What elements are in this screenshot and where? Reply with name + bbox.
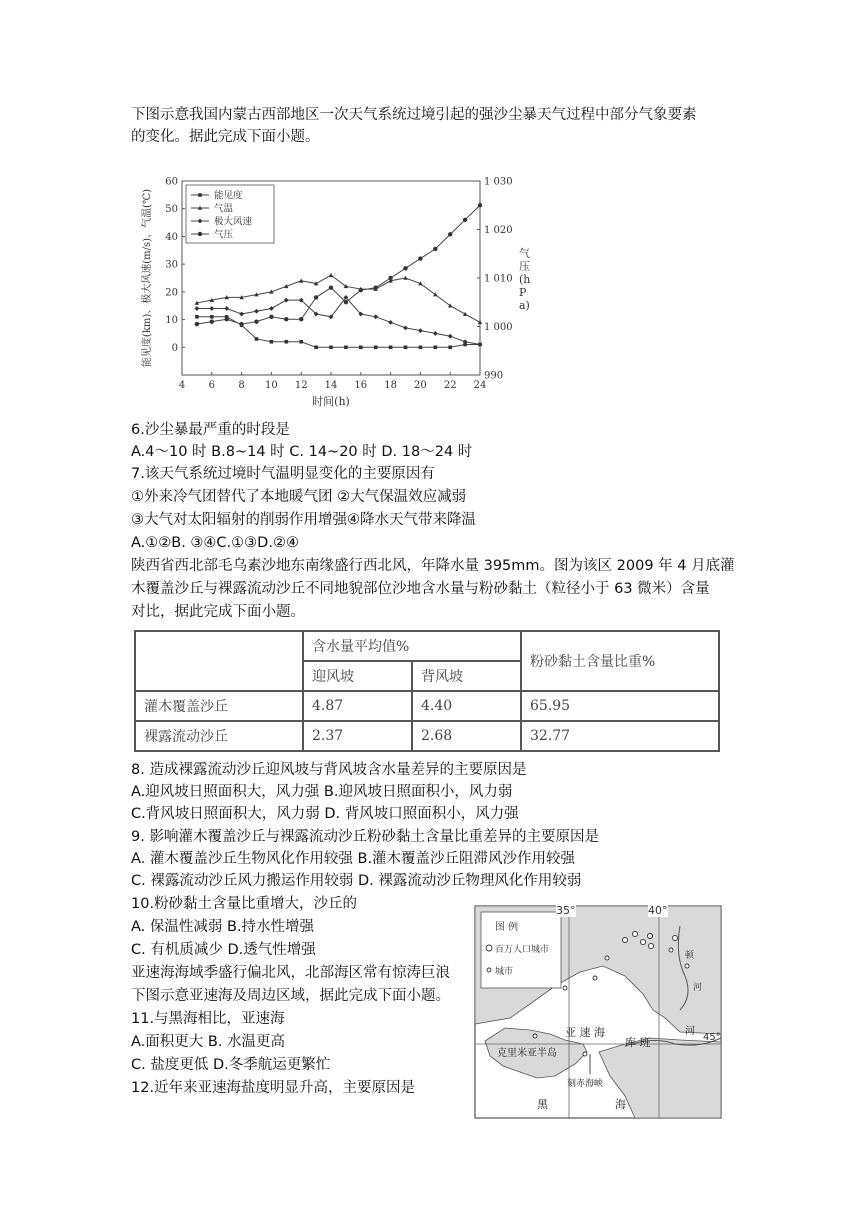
- chart-x-tick-label: 24: [473, 380, 487, 391]
- q7-stem: 7.该天气系统过境时气温明显变化的主要原因有: [131, 466, 435, 482]
- chart-x-tick-label: 18: [384, 380, 397, 391]
- chart-data-point: [329, 286, 333, 290]
- chart-data-point: [403, 276, 407, 280]
- chart-series-line: [197, 317, 480, 347]
- q7-item-2: ③大气对太阳辐射的削弱作用增强④降水天气带来降温: [131, 512, 476, 528]
- map-city-marker: [583, 1052, 587, 1056]
- map-kuban-label: 库 班: [625, 1036, 651, 1049]
- chart-data-point: [269, 306, 274, 311]
- chart-data-point: [388, 276, 392, 280]
- chart-data-point: [314, 345, 318, 349]
- map-lat-label: 45°: [703, 1032, 721, 1043]
- chart-data-point: [434, 345, 438, 349]
- chart-data-point: [463, 312, 467, 316]
- table-cell-silt: 65.95: [521, 691, 719, 721]
- q6-stem: 6.沙尘暴最严重的时段是: [131, 422, 290, 438]
- chart-data-point: [418, 328, 423, 333]
- chart-data-point: [299, 278, 303, 282]
- table-row: [135, 721, 719, 751]
- map-kuban-river-label: 河: [685, 1026, 695, 1037]
- map-city-marker: [648, 943, 653, 948]
- chart-data-point: [299, 340, 303, 344]
- chart-legend-label: 极大风速: [214, 216, 253, 228]
- chart-y-right-tick-label: 1 030: [484, 176, 513, 188]
- chart-data-point: [374, 286, 378, 290]
- chart-data-point: [210, 315, 214, 319]
- chart-data-point: [195, 315, 199, 319]
- chart-x-tick-label: 6: [208, 380, 215, 391]
- dune-data-table: [134, 630, 720, 752]
- weather-chart: [130, 165, 513, 410]
- map-black-sea-label-1: 黑: [537, 1098, 548, 1111]
- chart-data-point: [224, 306, 229, 311]
- q9-stem: 9. 影响灌木覆盖沙丘与裸露流动沙丘粉砂黏土含量比重差异的主要原因是: [131, 829, 599, 845]
- chart-y-right-tick-label: 1 010: [484, 273, 513, 285]
- table-cell-silt: 32.77: [521, 721, 719, 751]
- chart-data-point: [448, 232, 452, 236]
- table-row: [135, 691, 719, 721]
- table-cell-windward: 2.37: [303, 721, 412, 751]
- q7-item-1: ①外来冷气团替代了本地暖气团 ②大气保温效应减弱: [131, 489, 467, 505]
- intro-paragraph-2-line-1: 陕西省西北部毛乌素沙地东南缘盛行西北风，年降水量 395mm。图为该区 2009 年 4 月底灌: [131, 558, 735, 574]
- map-crimea-label: 克里米亚半岛: [497, 1048, 557, 1059]
- chart-x-tick-label: 4: [178, 380, 186, 391]
- q11-stem: 11.与黑海相比，亚速海: [131, 1011, 285, 1027]
- chart-data-point: [239, 322, 243, 326]
- azov-sea-map: [475, 906, 721, 1118]
- chart-data-point: [285, 340, 289, 344]
- chart-data-point: [418, 256, 422, 260]
- table-cell-windward: 4.87: [303, 691, 412, 721]
- q9-options-line-1: A. 灌木覆盖沙丘生物风化作用较强 B.灌木覆盖沙丘阻滞风沙作用较强: [131, 851, 576, 867]
- map-city-marker: [685, 964, 689, 968]
- table-cell-leeward: 4.40: [412, 691, 521, 721]
- chart-y-left-tick-label: 50: [165, 204, 178, 216]
- chart-data-point: [433, 331, 438, 336]
- chart-data-point: [344, 345, 348, 349]
- chart-y-left-tick-label: 10: [165, 315, 178, 327]
- map-legend-city: 城市: [495, 967, 514, 977]
- chart-data-point: [448, 345, 452, 349]
- table-cell-name: 灌木覆盖沙丘: [135, 691, 303, 721]
- table-cell-leeward: 2.68: [412, 721, 521, 751]
- table-header-windward: 迎风坡: [303, 661, 412, 691]
- chart-legend-marker: [198, 193, 202, 197]
- chart-x-tick-label: 10: [265, 380, 278, 391]
- chart-data-point: [403, 266, 407, 270]
- chart-x-tick-label: 14: [324, 380, 338, 391]
- map-city-marker: [632, 931, 637, 936]
- chart-y-left-tick-label: 40: [165, 231, 178, 243]
- map-city-marker: [622, 937, 627, 942]
- chart-y-left-tick-label: 60: [165, 176, 178, 188]
- chart-data-point: [329, 345, 333, 349]
- intro-paragraph-1-line-2: 的变化。据此完成下面小题。: [131, 129, 320, 145]
- chart-left-axis-label: 能见度(km)、极大风速(m/s)、气温(℃): [142, 188, 153, 368]
- chart-data-point: [210, 319, 214, 323]
- chart-data-point: [404, 345, 408, 349]
- map-strait-label: 刻赤海峡: [567, 1079, 604, 1089]
- chart-data-point: [478, 320, 482, 324]
- map-city-marker: [533, 1034, 537, 1038]
- map-sea-name: 亚 速 海: [565, 1026, 605, 1039]
- q11-options-line-1: A.面积更大 B. 水温更高: [131, 1034, 286, 1050]
- intro-paragraph-1-line-1: 下图示意我国内蒙古西部地区一次天气系统过境引起的强沙尘暴天气过程中部分气象要素: [131, 107, 697, 123]
- map-don-label-2: 河: [693, 983, 703, 993]
- chart-data-point: [448, 334, 453, 339]
- chart-x-tick-label: 16: [354, 380, 368, 391]
- chart-data-point: [373, 314, 378, 319]
- map-don-label-1: 顿: [685, 951, 695, 961]
- table-cell-name: 裸露流动沙丘: [135, 721, 303, 751]
- chart-data-point: [419, 345, 423, 349]
- chart-x-tick-label: 12: [294, 380, 308, 391]
- map-city-marker: [647, 933, 652, 938]
- chart-data-point: [255, 337, 259, 341]
- map-black-sea-label-2: 海: [615, 1098, 626, 1111]
- chart-y-left-tick-label: 20: [165, 287, 178, 299]
- map-legend-big-city: 百万人口城市: [495, 945, 550, 955]
- chart-series-line: [197, 297, 480, 344]
- q10-options-line-1: A. 保温性减弱 B.持水性增强: [131, 919, 315, 935]
- q11-options-line-2: C. 盐度更低 D.冬季航运更繁忙: [131, 1057, 331, 1073]
- chart-data-point: [269, 315, 273, 319]
- chart-data-point: [403, 325, 408, 330]
- chart-x-tick-label: 22: [443, 380, 457, 391]
- chart-data-point: [239, 312, 244, 317]
- chart-data-point: [195, 306, 200, 311]
- chart-right-axis-label-vertical: 气压(hPa): [519, 247, 531, 312]
- q8-options-line-2: C.背风坡日照面积大，风力弱 D. 背风坡口照面积小，风力强: [131, 806, 519, 822]
- q7-options: A.①②B. ③④C.①③D.②④: [131, 535, 299, 551]
- chart-data-point: [359, 345, 363, 349]
- chart-data-point: [195, 322, 199, 326]
- map-city-marker: [672, 935, 677, 940]
- map-city-marker: [593, 976, 597, 980]
- map-legend-title: 图 例: [495, 922, 519, 933]
- chart-data-point: [270, 340, 274, 344]
- q8-options-line-1: A.迎风坡日照面积大，风力强 B.迎风坡日照面积小，风力弱: [131, 784, 513, 800]
- chart-x-tick-label: 20: [414, 380, 427, 391]
- intro-paragraph-2-line-3: 对比，据此完成下面小题。: [131, 604, 305, 620]
- chart-data-point: [284, 298, 289, 303]
- table-header-water: 含水量平均值%: [303, 631, 521, 661]
- chart-data-point: [225, 317, 229, 321]
- chart-data-point: [388, 320, 393, 325]
- table-corner-cell: [135, 631, 303, 691]
- map-city-marker: [563, 986, 567, 990]
- intro-paragraph-3-line-1: 亚速海海域季盛行偏北风，北部海区常有惊涛巨浪: [131, 965, 450, 981]
- map-lon-label-40: 40°: [648, 904, 668, 917]
- chart-y-right-tick-label: 1 020: [484, 225, 513, 236]
- q10-options-line-2: C. 有机质减少 D.透气性增强: [131, 942, 316, 958]
- chart-data-point: [344, 300, 348, 304]
- chart-x-tick-label: 8: [238, 380, 245, 391]
- chart-data-point: [299, 317, 303, 321]
- q9-options-line-2: C. 裸露流动沙丘风力搬运作用较弱 D. 裸露流动沙丘物理风化作用较弱: [131, 873, 582, 889]
- chart-data-point: [209, 306, 214, 311]
- chart-data-point: [374, 345, 378, 349]
- chart-data-point: [329, 273, 333, 277]
- chart-data-point: [389, 345, 393, 349]
- chart-y-left-tick-label: 0: [171, 342, 178, 354]
- map-lon-label-35: 35°: [556, 904, 576, 917]
- chart-y-right-tick-label: 1 000: [484, 322, 513, 333]
- chart-legend-marker: [198, 232, 202, 236]
- map-city-marker: [669, 948, 673, 952]
- chart-legend-label: 能见度: [214, 190, 243, 202]
- chart-legend-label: 气温: [214, 203, 234, 215]
- chart-data-point: [463, 218, 467, 222]
- chart-data-point: [478, 203, 482, 207]
- chart-data-point: [254, 309, 259, 314]
- chart-y-left-tick-label: 30: [165, 259, 178, 271]
- map-city-marker: [640, 939, 645, 944]
- chart-series-line: [197, 275, 480, 322]
- chart-legend: [186, 185, 274, 243]
- intro-paragraph-3-line-2: 下图示意亚速海及周边区域，据此完成下面小题。: [131, 988, 450, 1004]
- chart-data-point: [254, 319, 258, 323]
- q12-stem: 12.近年来亚速海盐度明显升高，主要原因是: [131, 1080, 416, 1096]
- chart-data-point: [284, 317, 288, 321]
- chart-data-point: [359, 288, 363, 292]
- intro-paragraph-2-line-2: 木覆盖沙丘与裸露流动沙丘不同地貌部位沙地含水量与粉砂黏土（粒径小于 63 微米）含量: [131, 581, 710, 597]
- table-header-silt: 粉砂黏土含量比重%: [521, 631, 719, 691]
- table-header-leeward: 背风坡: [412, 661, 521, 691]
- chart-legend-label: 气压: [214, 229, 234, 241]
- chart-data-point: [433, 247, 437, 251]
- q8-stem: 8. 造成裸露流动沙丘迎风坡与背风坡含水量差异的主要原因是: [131, 762, 527, 778]
- chart-data-point: [314, 295, 318, 299]
- chart-y-right-tick-label: 990: [484, 370, 504, 382]
- map-city-marker: [605, 956, 609, 960]
- q10-stem: 10.粉砂黏土含量比重增大，沙丘的: [131, 896, 358, 912]
- q6-options: A.4～10 时 B.8~14 时 C. 14~20 时 D. 18～24 时: [131, 444, 473, 460]
- chart-x-axis-label: 时间(h): [312, 395, 350, 408]
